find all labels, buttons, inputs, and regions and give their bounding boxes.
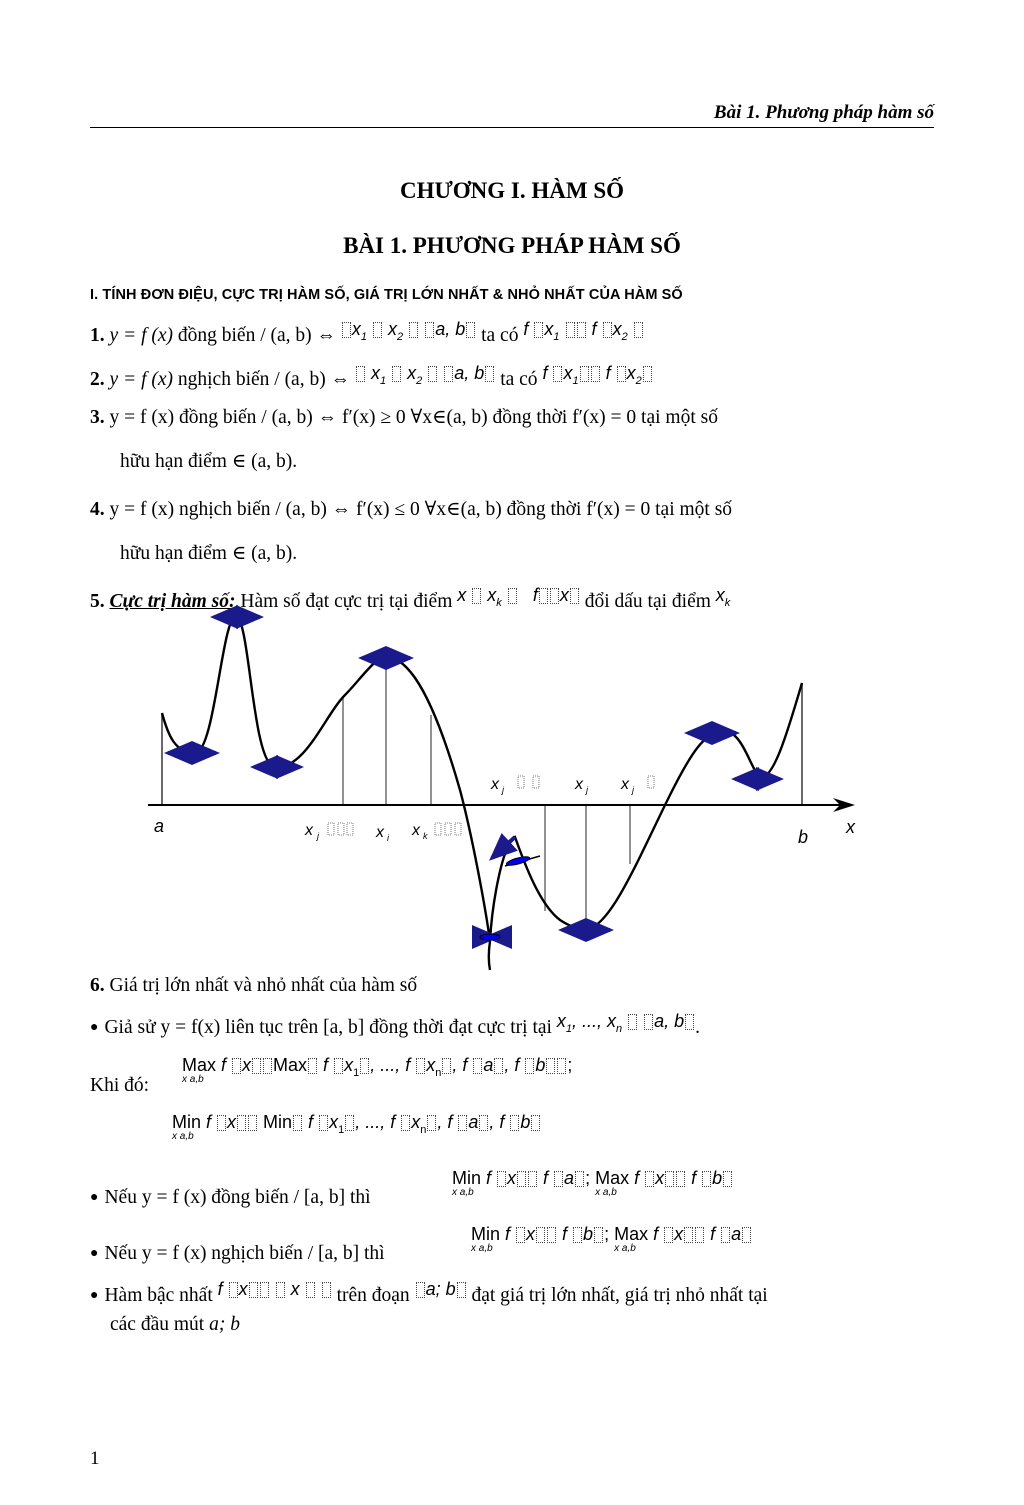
tick-sub: j (502, 785, 504, 795)
item-6 (90, 975, 417, 997)
item-number: 2. (90, 369, 105, 390)
decreasing-formula: Min x a,b f x f b ; Max x a,b f x f a (471, 1224, 752, 1245)
running-header: Bài 1. Phương pháp hàm số (713, 102, 934, 123)
tick-sub: i (387, 833, 389, 843)
item-2 (90, 363, 653, 391)
label-a: a (154, 816, 165, 836)
item-text: Hàm số đạt cực trị tại điểm (235, 591, 458, 612)
max-formula: Max x a,b f x Max f $x_1$ , ..., f $x_n$ , f a , f b ; (182, 1055, 573, 1085)
item-lhs: y = f (x) (109, 369, 173, 390)
result-formula: f $x_1$ f $x_2$ (542, 363, 652, 383)
item-number: 3. (90, 407, 105, 428)
note-text: Hàm bậc nhất (104, 1285, 218, 1306)
tick-label: x (305, 822, 313, 839)
condition-formula: $x_1$ $x_2$ a, b (355, 363, 495, 383)
tick-label: x (575, 776, 583, 793)
function-curve (162, 617, 802, 941)
tangent-markers (168, 617, 780, 940)
linear-function-note: ● Hàm bậc nhất f x x trên đoạn a; b đạt giá trị lớn nhất, giá trị nhỏ nhất tại (90, 1279, 768, 1306)
item-label: Cực trị hàm số: (109, 591, 236, 612)
tick-label: x (412, 822, 420, 839)
tick-label: x (491, 776, 499, 793)
label-x: x (846, 817, 855, 837)
item-text: nghịch biến / (a, b) ⇔ (173, 369, 355, 390)
curve-tail (489, 941, 490, 970)
item-4 (90, 497, 732, 521)
extremum-formula: x $x_k$ f x (457, 585, 580, 605)
item-text-2: đổi dấu tại điểm (579, 591, 716, 612)
increasing-case: ● Nếu y = f (x) đồng biến / [a, b] thì (90, 1187, 371, 1208)
chapter-title: CHƯƠNG I. HÀM SỐ (399, 178, 625, 203)
assumption-text: Giả sử y = f(x) liên tục trên [a, b] đồng thời đạt cực trị tại (104, 1017, 557, 1038)
item-text: Giá trị lớn nhất và nhỏ nhất của hàm số (104, 975, 418, 996)
condition-formula: $x_1$ $x_2$ a, b (341, 319, 476, 339)
item-text: y = f (x) nghịch biến / (a, b) ⇔ f′(x) ≤ 0 ∀x∈(a, b) đồng thời f′(x) = 0 tại một số (104, 499, 733, 520)
label-b: b (798, 827, 809, 847)
extrema-points-formula: $x_1$, ..., $x_n$ a, b (557, 1011, 695, 1031)
item-3 (90, 405, 718, 429)
tick-sub: j (632, 785, 634, 795)
decreasing-case: ● Nếu y = f (x) nghịch biến / [a, b] thì (90, 1243, 385, 1264)
section-heading: I. TÍNH ĐƠN ĐIỆU, CỰC TRỊ HÀM SỐ, GIÁ TRỊ LỚN NHẤT & NHỎ NHẤT CỦA HÀM SỐ (90, 287, 683, 303)
tick-sub: j (586, 785, 588, 795)
case-text: Nếu y = f (x) nghịch biến / [a, b] thì (104, 1243, 385, 1264)
minmax-assumption: ● Giả sử y = f(x) liên tục trên [a, b] đồng thời đạt cực trị tại $x_1$, ..., $x_n$ a, b . (90, 1011, 701, 1038)
min-formula: Min x a,b f x Min f $x_1$ , ..., f $x_n$ , f a , f b (172, 1112, 541, 1133)
interval-formula: a; b (415, 1279, 467, 1299)
item-lhs: y = f (x) (109, 325, 173, 346)
page-number: 1 (90, 1448, 100, 1469)
result-formula: f $x_1$ f $x_2$ (523, 319, 643, 339)
item-number: 6. (90, 975, 105, 996)
khi-do-label: Khi đó: (90, 1075, 150, 1096)
extrema-graph (140, 605, 870, 970)
item-4-continuation: hữu hạn điểm ∈ (a, b). (120, 543, 298, 564)
item-text: đồng biến / (a, b) ⇔ (173, 325, 341, 346)
linear-formula: f x x (218, 1279, 332, 1299)
cusp-marker (480, 934, 500, 940)
note-text: đạt giá trị lớn nhất, giá trị nhỏ nhất tại (466, 1285, 768, 1306)
item-text: y = f (x) đồng biến / (a, b) ⇔ f′(x) ≥ 0 ∀x∈(a, b) đồng thời f′(x) = 0 tại một số (104, 407, 718, 428)
case-text: Nếu y = f (x) đồng biến / [a, b] thì (104, 1187, 371, 1208)
tick-label: x (376, 824, 384, 841)
increasing-formula: Min x a,b f x f a ; Max x a,b f x f b (452, 1168, 733, 1189)
tick-label: x (621, 776, 629, 793)
header-rule (90, 127, 934, 128)
tick-sub: j (317, 831, 319, 841)
taco-text: ta có (495, 369, 543, 390)
linear-function-note-line2: các đầu mút a; b (110, 1314, 240, 1335)
taco-text: ta có (476, 325, 524, 346)
item-number: 4. (90, 499, 105, 520)
xk-symbol: $x_k$ (715, 585, 731, 609)
lesson-title: BÀI 1. PHƯƠNG PHÁP HÀM SỐ (343, 233, 681, 258)
item-3-continuation: hữu hạn điểm ∈ (a, b). (120, 451, 298, 472)
item-number: 5. (90, 591, 105, 612)
item-1 (90, 319, 644, 347)
tick-sub: k (423, 831, 428, 841)
item-number: 1. (90, 325, 105, 346)
note-text: trên đoạn (331, 1285, 415, 1306)
